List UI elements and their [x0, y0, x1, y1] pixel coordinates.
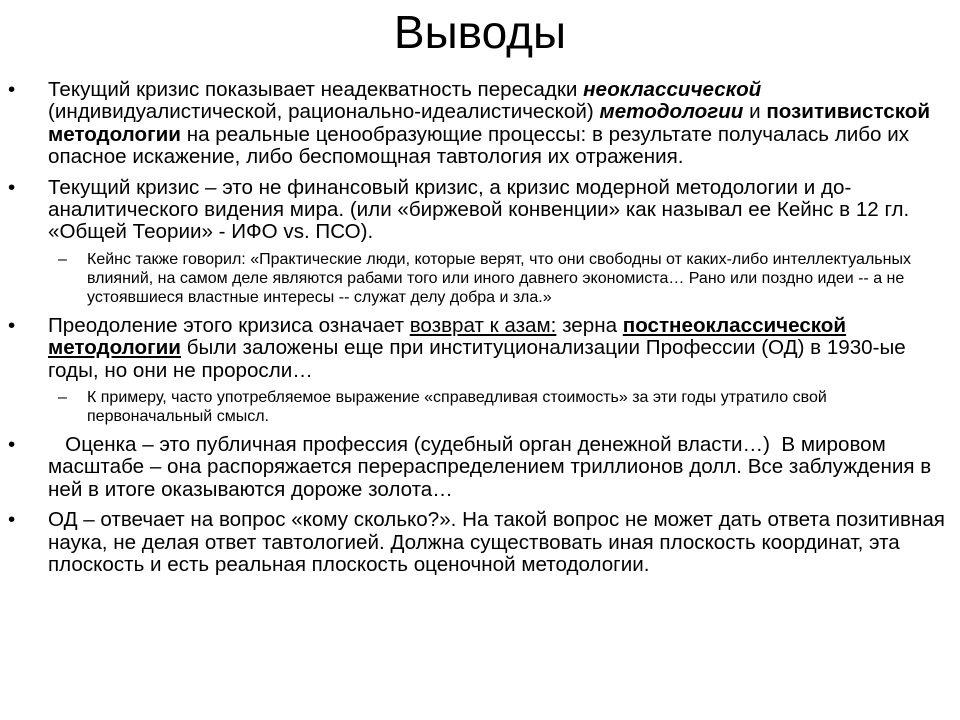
bullet-2-text: Текущий кризис – это не финансовый кризис, а кризис модерной методологии и до-аналитического видения мира. (или «биржевой конвенции» как называл ее Кейнс в 12 гл. «Общей Теории» - ИФО vs. ПСО). — [48, 175, 910, 244]
bullet-item-5 — [0, 509, 960, 576]
bullet-1-text — [48, 78, 930, 168]
sub-bullet-item-3-1 — [0, 388, 960, 426]
bullet-item-4 — [0, 434, 960, 501]
emphasis-neoclassical: неоклассической — [583, 78, 762, 101]
text-run: на реальные ценообразующие процессы: в результате получалась либо их опасное искажение, либо беспомощная тавтология их отражения. — [48, 122, 909, 169]
bullet-5-text: ОД – отвечает на вопрос «кому сколько?». На такой вопрос не может дать ответа позитивная наука, не делая ответ тавтологией. Должна существовать иная плоскость координат, эта плоскость и есть реальная плоскость оценочной методологии. — [48, 508, 945, 577]
slide-body — [0, 79, 960, 585]
sub-bullet-3-1-text: К примеру, часто употребляемое выражение «справедливая стоимость» за эти годы утратило свой первоначальный смысл. — [87, 389, 827, 426]
bullet-marker: • — [8, 433, 16, 457]
emphasis-positivist-methodology: позитивистской методологии — [48, 100, 931, 146]
bullet-marker: • — [8, 78, 16, 101]
bullet-marker: • — [8, 313, 16, 337]
bullet-item-3 — [0, 315, 960, 382]
underlined-postneoclassical-methodology: постнеоклассической методологии — [48, 313, 847, 360]
bullet-marker: • — [8, 175, 16, 199]
text-run: были заложены еще при институционализации Профессии (ОД) в 1930-ые годы, но они не проросли… — [48, 336, 906, 382]
bullet-item-1 — [0, 79, 960, 169]
emphasis-methodology: методологии — [599, 100, 744, 124]
text-run: Текущий кризис показывает неадекватность пересадки — [48, 78, 584, 101]
sub-bullet-marker: – — [58, 250, 67, 268]
text-run: Преодоление этого кризиса означает — [48, 313, 410, 337]
sub-bullet-2-1-text: Кейнс также говорил: «Практические люди, которые верят, что они свободны от каких-либо интеллектуальных влияний, на самом деле являются рабами того или иного давнего экономиста… Рано или поздно идеи -- а не устоявшиеся властные интересы -- служат делу добра и зла.» — [87, 250, 911, 306]
slide-title: Выводы — [393, 6, 567, 58]
sub-bullet-item-2-1 — [0, 250, 960, 307]
bullet-item-2 — [0, 177, 960, 244]
bullet-3-text — [48, 314, 906, 382]
bullet-marker: • — [8, 508, 16, 532]
text-run: зерна — [556, 313, 623, 337]
underlined-back-to-basics: возврат к азам: — [409, 313, 557, 337]
sub-bullet-marker: – — [58, 389, 67, 407]
bullet-4-text: Оценка – это публичная профессия (судебный орган денежной власти…) В мировом масштабе – она распоряжается перераспределением триллионов долл. Все заблуждения в ней в итоге оказываются дороже золота… — [48, 433, 937, 501]
text-run: и — [743, 100, 767, 124]
text-run: (индивидуалистической, рационально-идеалистической) — [48, 100, 600, 124]
